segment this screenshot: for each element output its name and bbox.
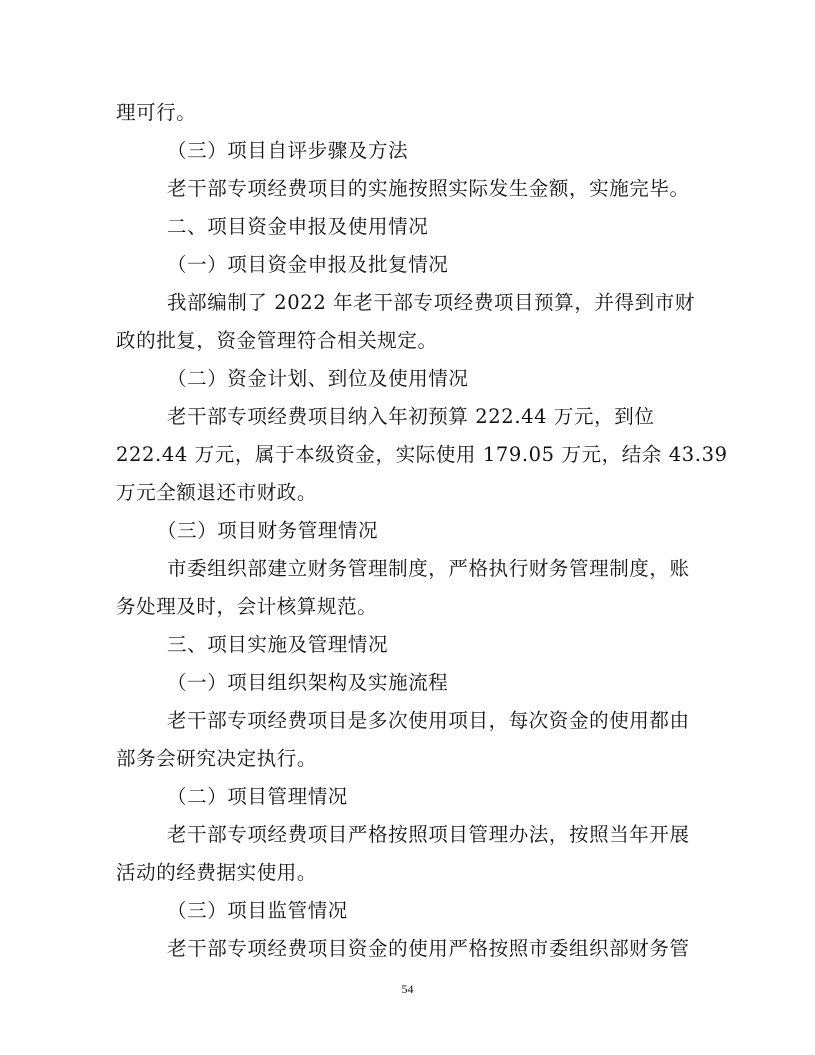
subsection-heading: （二）项目管理情况	[167, 785, 348, 808]
body-paragraph: 老干部专项经费项目的实施按照实际发生金额，实施完毕。	[167, 177, 690, 200]
body-paragraph-continuation: 万元全额退还市财政。	[116, 481, 318, 504]
body-text-continuation: 理可行。	[116, 101, 197, 124]
subsection-heading: （二）资金计划、到位及使用情况	[167, 367, 469, 390]
body-paragraph: 市委组织部建立财务管理制度，严格执行财务管理制度，账	[167, 557, 690, 580]
body-paragraph: 老干部专项经费项目纳入年初预算 222.44 万元，到位	[167, 405, 655, 428]
subsection-heading: （三）项目监管情况	[167, 899, 348, 922]
page-number: 54	[401, 982, 414, 996]
subsection-heading: （三）项目财务管理情况	[157, 519, 379, 542]
subsection-heading: （一）项目资金申报及批复情况	[167, 253, 449, 276]
body-paragraph: 老干部专项经费项目资金的使用严格按照市委组织部财务管	[167, 937, 690, 960]
body-paragraph-continuation: 活动的经费据实使用。	[116, 861, 318, 884]
section-heading: 二、项目资金申报及使用情况	[167, 215, 429, 238]
section-heading: 三、项目实施及管理情况	[167, 633, 389, 656]
body-paragraph: 老干部专项经费项目是多次使用项目，每次资金的使用都由	[167, 709, 690, 732]
body-paragraph-continuation: 222.44 万元，属于本级资金，实际使用 179.05 万元，结余 43.39	[116, 443, 728, 466]
body-paragraph: 老干部专项经费项目严格按照项目管理办法，按照当年开展	[167, 823, 690, 846]
subsection-heading: （三）项目自评步骤及方法	[167, 139, 409, 162]
body-paragraph: 我部编制了 2022 年老干部专项经费项目预算，并得到市财	[167, 291, 695, 314]
body-paragraph-continuation: 政的批复，资金管理符合相关规定。	[116, 329, 438, 352]
body-paragraph-continuation: 部务会研究决定执行。	[116, 747, 318, 770]
body-paragraph-continuation: 务处理及时，会计核算规范。	[116, 595, 378, 618]
subsection-heading: （一）项目组织架构及实施流程	[167, 671, 449, 694]
